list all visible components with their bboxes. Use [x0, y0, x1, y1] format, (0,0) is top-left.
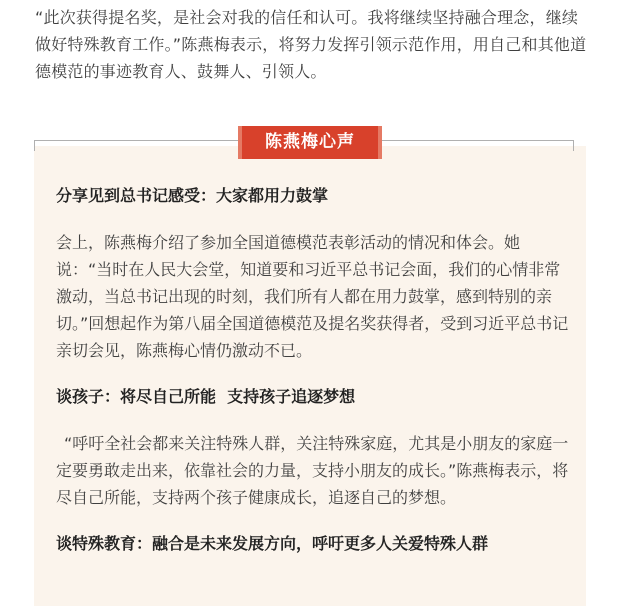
intro-paragraph-block [35, 4, 591, 85]
section-banner-title: 陈燕梅心声 [242, 126, 378, 159]
voice-section-content [56, 172, 572, 577]
box-corner-top-left [34, 140, 45, 151]
box-top-line-right [378, 140, 566, 141]
intro-paragraph: “此次获得提名奖，是社会对我的信任和认可。我将继续坚持融合理念，继续做好特殊教育工作。”陈燕梅表示，将努力发挥引领示范作用，用自己和其他道德模范的事迹教育人、鼓舞人、引领人。 [35, 8, 587, 81]
heading-children: 谈孩子：将尽自己所能 支持孩子追逐梦想 [56, 387, 356, 406]
heading-meeting-feelings: 分享见到总书记感受：大家都用力鼓掌 [56, 186, 329, 205]
heading-special-education: 谈特殊教育：融合是未来发展方向，呼吁更多人关爱特殊人群 [56, 534, 489, 553]
paragraph-children: “呼吁全社会都来关注特殊人群，关注特殊家庭，尤其是小朋友的家庭一定要勇敢走出来，依靠社会的力量，支持小朋友的成长。”陈燕梅表示，将尽自己所能，支持两个孩子健康成长，追逐自己的梦想。 [56, 434, 569, 507]
paragraph-meeting: 会上，陈燕梅介绍了参加全国道德模范表彰活动的情况和体会。她说：“当时在人民大会堂，知道要和习近平总书记会面，我们的心情非常激动，当总书记出现的时刻，我们所有人都在用力鼓掌，感到特别的亲切。”回想起作为第八届全国道德模范及提名奖获得者，受到习近平总书记亲切会见，陈燕梅心情仍激动不已。 [56, 233, 569, 360]
box-top-line-left [44, 140, 242, 141]
box-corner-top-right [565, 140, 574, 151]
